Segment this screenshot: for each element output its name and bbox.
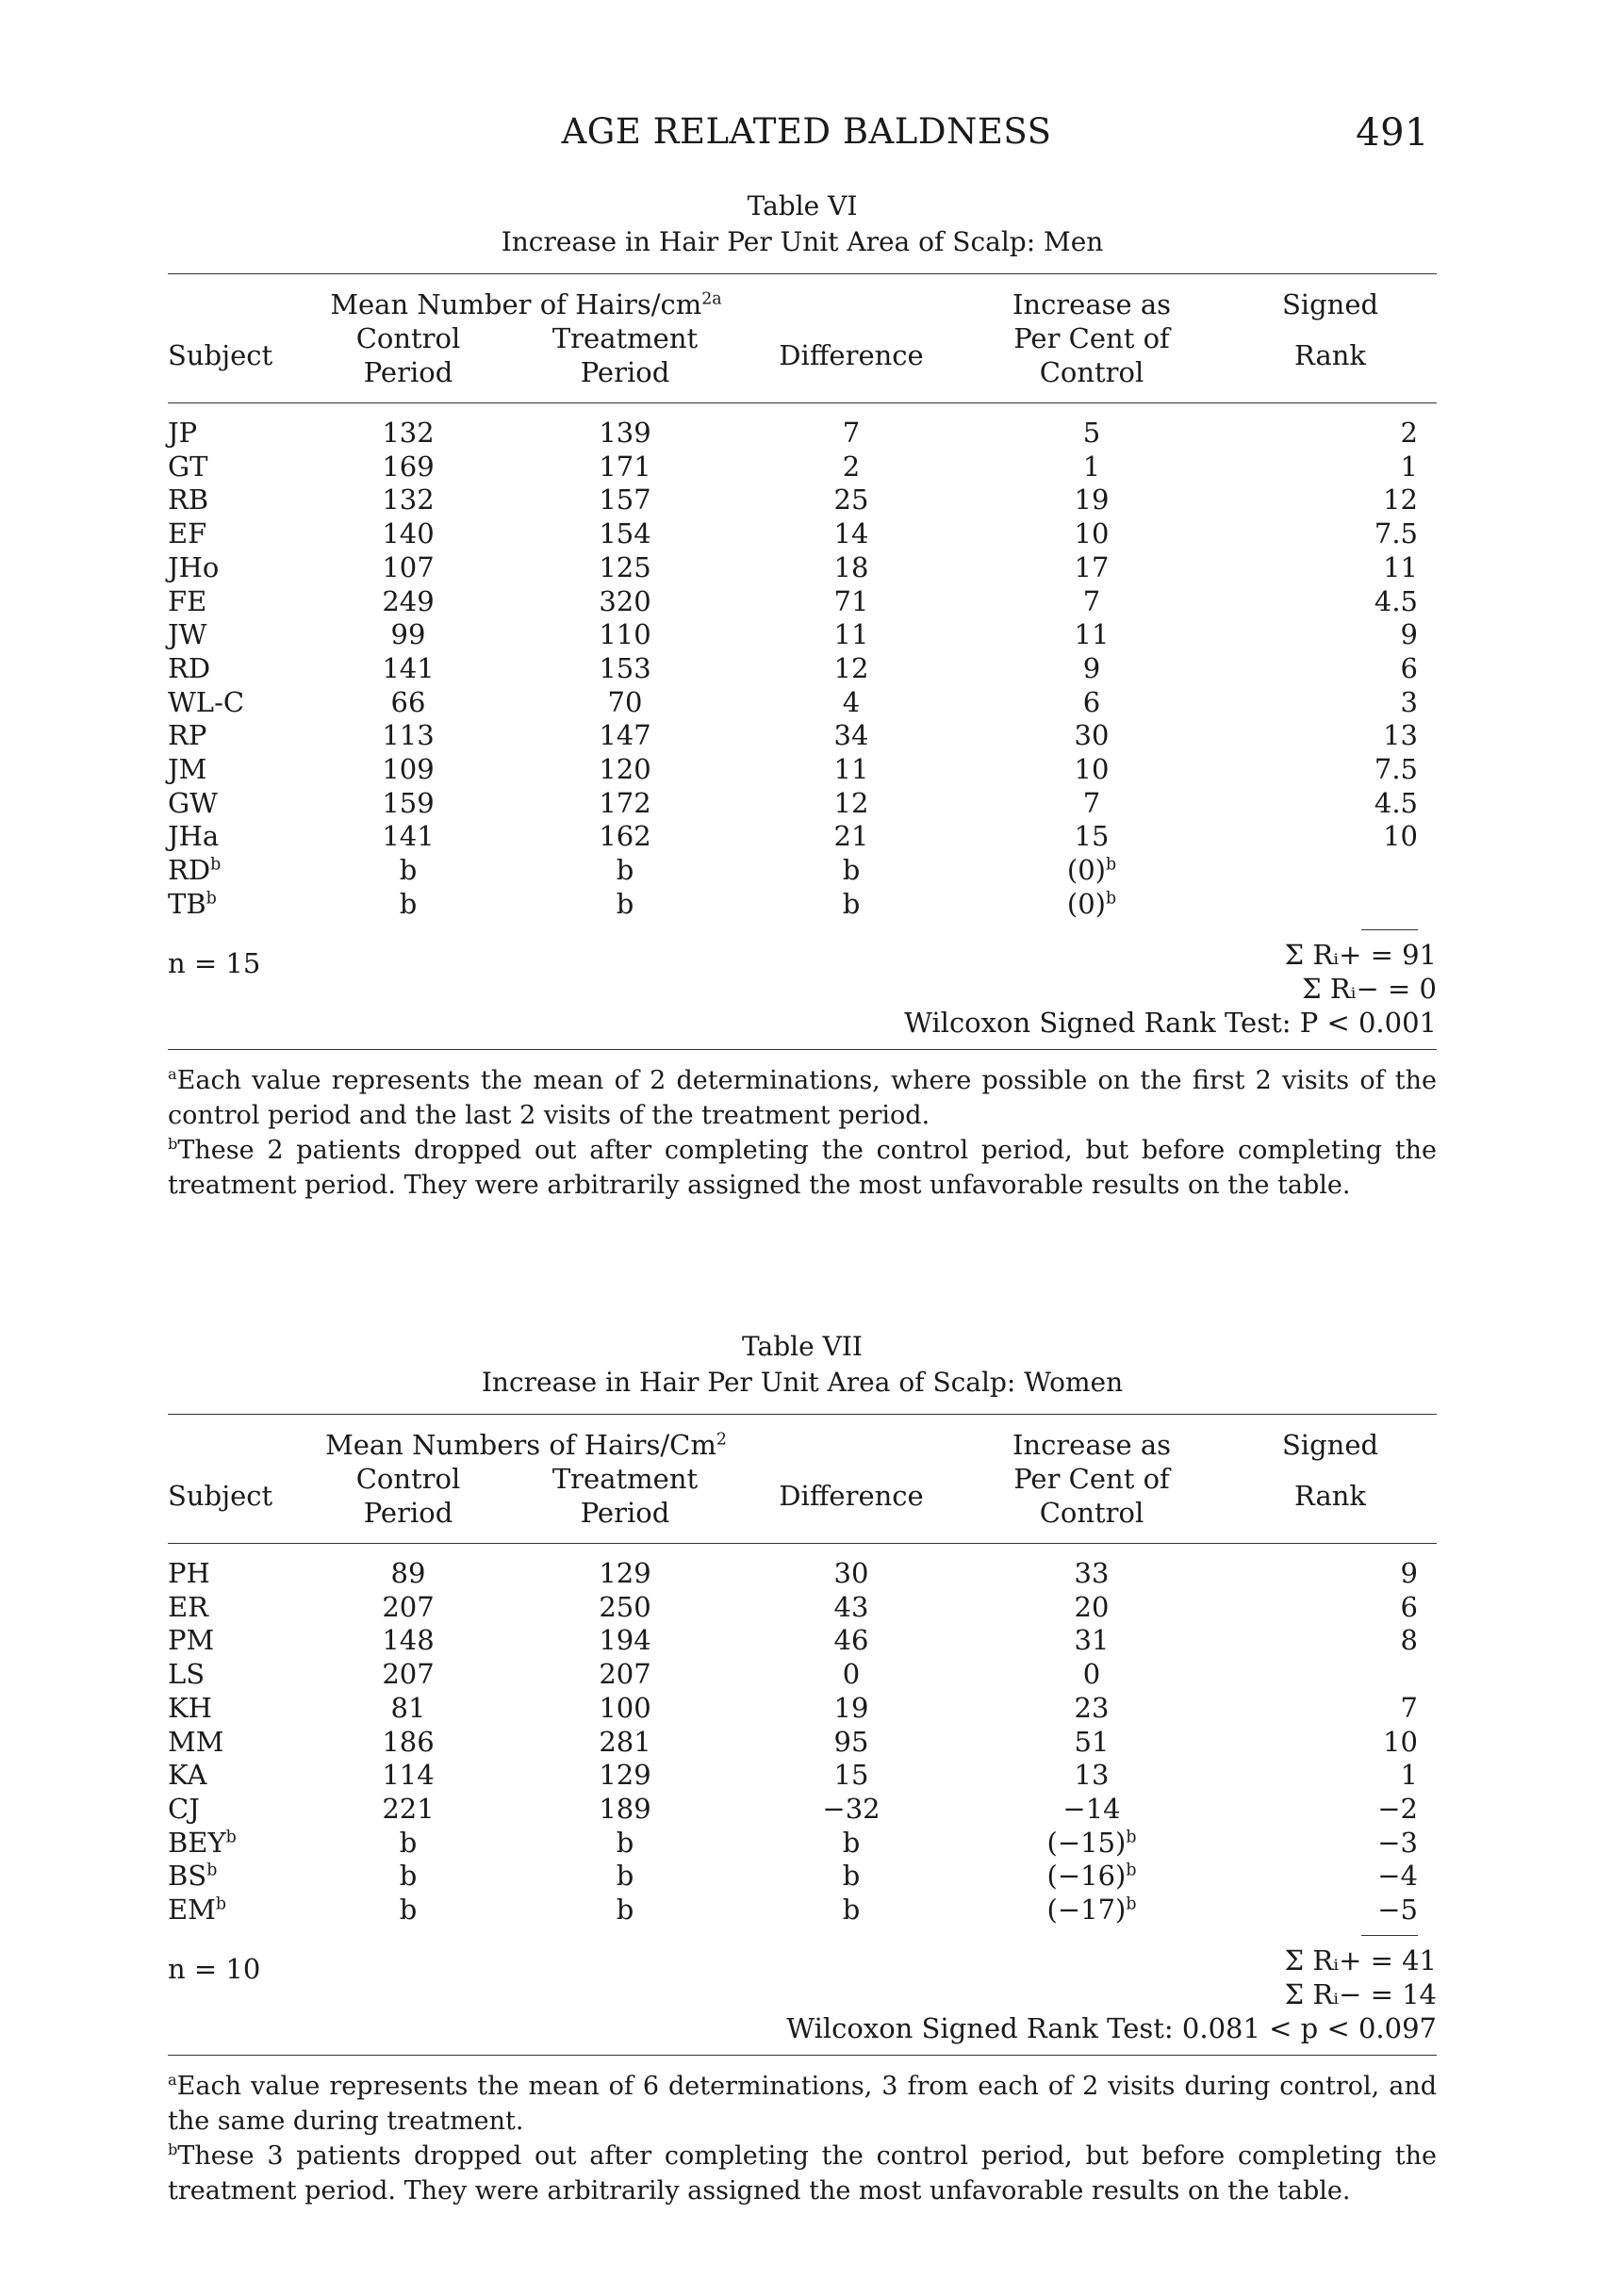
difference-cell: 25 — [833, 484, 869, 517]
increase-cell: 19 — [1074, 484, 1110, 517]
control-cell: 207 — [382, 1590, 435, 1623]
difference-cell: 21 — [833, 820, 869, 853]
subject-cell: RB — [168, 484, 209, 517]
treatment-cell: 281 — [599, 1725, 651, 1758]
subject-cell: $RD^b$ — [168, 854, 222, 887]
increase-cell: $(-16)^b$ — [1046, 1860, 1137, 1893]
table-row — [168, 820, 1437, 854]
table-vi-mean-group-header: Mean Number of Hairs/$cm^{2a}$ — [330, 288, 722, 320]
control-cell: 109 — [382, 753, 435, 786]
control-cell: 81 — [390, 1691, 426, 1724]
subject-cell: KH — [168, 1691, 212, 1724]
increase-cell: 17 — [1074, 550, 1110, 583]
subject-cell: $EM^b$ — [168, 1894, 227, 1927]
table-row — [168, 854, 1437, 888]
subject-cell: JHa — [168, 820, 220, 853]
table-row — [168, 618, 1437, 652]
difference-cell: 11 — [833, 618, 869, 651]
treatment-cell: 125 — [599, 550, 651, 583]
treatment-cell: 110 — [599, 618, 651, 651]
table-vi-increase-header-bottom: Per Cent of Control — [1013, 322, 1170, 388]
subject-cell: FE — [168, 584, 207, 617]
difference-cell: 46 — [833, 1624, 869, 1657]
control-cell: 99 — [390, 618, 426, 651]
control-cell: 140 — [382, 517, 435, 550]
increase-cell: 10 — [1074, 753, 1110, 786]
table-vi-title: Increase in Hair Per Unit Area of Scalp: Men — [501, 226, 1104, 257]
subject-cell: KA — [168, 1759, 207, 1792]
table-vii-signed-header-bottom: Rank — [1293, 1480, 1367, 1512]
table-vii-signed-header-top: Signed — [1281, 1429, 1379, 1461]
table-vi-signed-header-top: Signed — [1281, 288, 1379, 320]
increase-cell: $(-17)^b$ — [1046, 1894, 1137, 1927]
subject-cell: JM — [168, 753, 207, 786]
table-row — [168, 1591, 1437, 1625]
table-vi-sum-minus: Σ Rᵢ− = 0 — [1302, 972, 1437, 1005]
table-vii — [168, 1329, 1437, 2208]
difference-cell: b — [842, 854, 861, 887]
control-cell: 114 — [382, 1759, 435, 1792]
table-row — [168, 451, 1437, 484]
subject-cell: PM — [168, 1624, 215, 1657]
difference-cell: 14 — [833, 517, 869, 550]
rank-cell: 7.5 — [1374, 517, 1418, 550]
treatment-cell: 147 — [599, 719, 651, 752]
rank-cell: 7 — [1400, 1691, 1418, 1724]
rank-cell: 13 — [1383, 719, 1418, 752]
control-cell: 107 — [382, 550, 435, 583]
table-row — [168, 1793, 1437, 1827]
rank-cell: 1 — [1400, 1759, 1418, 1792]
rank-cell: 4.5 — [1374, 584, 1418, 617]
control-cell: 141 — [382, 651, 435, 684]
difference-cell: 11 — [833, 753, 869, 786]
subject-cell: $BS^b$ — [168, 1860, 218, 1893]
difference-cell: 12 — [833, 651, 869, 684]
subject-cell: $TB^b$ — [168, 887, 217, 920]
subject-cell: CJ — [168, 1792, 200, 1825]
table-vii-treatment-header: Treatment Period — [551, 1463, 699, 1529]
table-row — [168, 517, 1437, 551]
subject-cell: ER — [168, 1590, 209, 1623]
treatment-cell: 139 — [599, 417, 651, 449]
page-number: 491 — [1356, 111, 1429, 155]
difference-cell: 0 — [842, 1658, 861, 1691]
difference-cell: b — [842, 1826, 861, 1859]
treatment-cell: 129 — [599, 1557, 651, 1589]
rank-cell: 8 — [1400, 1624, 1418, 1657]
table-vi-control-header: Control Period — [355, 322, 461, 388]
rank-cell: 1 — [1400, 450, 1418, 483]
control-cell: 159 — [382, 786, 435, 819]
table-vi-signed-header-bottom: Rank — [1293, 339, 1367, 371]
difference-cell: 71 — [833, 584, 869, 617]
subject-cell: WL-C — [168, 685, 245, 718]
table-vii-control-header: Control Period — [355, 1463, 461, 1529]
table-vii-header-row-2 — [168, 1462, 1437, 1544]
increase-cell: 13 — [1074, 1759, 1110, 1792]
rank-cell: 10 — [1383, 1725, 1418, 1758]
increase-cell: $(0)^b$ — [1066, 887, 1117, 920]
treatment-cell: 172 — [599, 786, 651, 819]
rank-cell: −3 — [1377, 1826, 1418, 1859]
treatment-cell: 157 — [599, 484, 651, 517]
difference-cell: 19 — [833, 1691, 869, 1724]
increase-cell: 5 — [1082, 417, 1101, 449]
table-vii-increase-header-bottom: Per Cent of Control — [1013, 1463, 1170, 1529]
table-vi-label: Table VI — [747, 190, 858, 221]
increase-cell: 10 — [1074, 517, 1110, 550]
increase-cell: $(-15)^b$ — [1046, 1826, 1137, 1859]
control-cell: 186 — [382, 1725, 435, 1758]
running-title: AGE RELATED BALDNESS — [561, 111, 1052, 152]
treatment-cell: b — [616, 1894, 634, 1927]
difference-cell: 7 — [842, 417, 861, 449]
table-vi-test: Wilcoxon Signed Rank Test: P < 0.001 — [904, 1006, 1437, 1039]
control-cell: 221 — [382, 1792, 435, 1825]
table-vii-mean-group-header: Mean Numbers of Hairs/Cm$^2$ — [325, 1429, 727, 1461]
control-cell: 132 — [382, 484, 435, 517]
control-cell: b — [399, 1826, 418, 1859]
table-vii-sum-minus: Σ Rᵢ− = 14 — [1284, 1977, 1437, 2010]
rank-cell — [1224, 854, 1437, 888]
treatment-cell: 162 — [599, 820, 651, 853]
table-row — [168, 403, 1437, 451]
control-cell: 132 — [382, 417, 435, 449]
control-cell: b — [399, 1860, 418, 1893]
table-vii-sum-plus: Σ Rᵢ+ = 41 — [1284, 1943, 1437, 1976]
treatment-cell: 129 — [599, 1759, 651, 1792]
treatment-cell: 171 — [599, 450, 651, 483]
rank-cell: 10 — [1383, 820, 1418, 853]
treatment-cell: 120 — [599, 753, 651, 786]
subject-cell: JW — [168, 618, 207, 651]
control-cell: 249 — [382, 584, 435, 617]
difference-cell: 30 — [833, 1557, 869, 1589]
table-row — [168, 551, 1437, 585]
rank-cell: 3 — [1400, 685, 1418, 718]
table-row — [168, 719, 1437, 753]
treatment-cell: b — [616, 887, 634, 920]
rank-cell: 9 — [1400, 618, 1418, 651]
treatment-cell: 153 — [599, 651, 651, 684]
increase-cell: 9 — [1082, 651, 1101, 684]
rank-cell: 9 — [1400, 1557, 1418, 1589]
difference-cell: 4 — [842, 685, 861, 718]
table-row — [168, 1759, 1437, 1793]
subject-cell: EF — [168, 517, 207, 550]
treatment-cell: b — [616, 1826, 634, 1859]
subject-cell: LS — [168, 1658, 206, 1691]
increase-cell: 15 — [1074, 820, 1110, 853]
table-vii-increase-header-top: Increase as — [1012, 1429, 1172, 1461]
treatment-cell: 320 — [599, 584, 651, 617]
table-vii-header-row-1 — [168, 1415, 1437, 1462]
difference-cell: 15 — [833, 1759, 869, 1792]
control-cell: 89 — [390, 1557, 426, 1589]
difference-cell: 95 — [833, 1725, 869, 1758]
table-vi-footnote-b: $^b$These 2 patients dropped out after completing the control period, but before completing the treatment period. They were arbitrarily assigned the most unfavorable results on the table. — [168, 1134, 1437, 1200]
difference-cell: b — [842, 1894, 861, 1927]
control-cell: 113 — [382, 719, 435, 752]
increase-cell: 31 — [1074, 1624, 1110, 1657]
rank-cell — [1224, 1658, 1437, 1692]
difference-cell: −32 — [822, 1792, 881, 1825]
increase-cell: 33 — [1074, 1557, 1110, 1589]
table-row — [168, 652, 1437, 686]
table-row — [168, 753, 1437, 787]
table-row — [168, 787, 1437, 821]
table-vi-summary — [168, 929, 1437, 1040]
rank-cell — [1224, 888, 1437, 922]
control-cell: 148 — [382, 1624, 435, 1657]
difference-cell: 2 — [842, 450, 861, 483]
table-row — [168, 1624, 1437, 1658]
table-vii-summary — [168, 1935, 1437, 2045]
control-cell: b — [399, 854, 418, 887]
table-row — [168, 1692, 1437, 1726]
table-vi-footnote-a: $^a$Each value represents the mean of 2 determinations, where possible on the first 2 visits of the control period and the last 2 visits of the treatment period. — [168, 1064, 1437, 1130]
subject-cell: BEY$^b$ — [168, 1826, 237, 1859]
table-vii-footnotes — [168, 2069, 1437, 2208]
treatment-cell: 70 — [607, 685, 643, 718]
increase-cell: 23 — [1074, 1691, 1110, 1724]
control-cell: 141 — [382, 820, 435, 853]
control-cell: b — [399, 887, 418, 920]
table-row — [168, 585, 1437, 619]
subject-cell: JP — [168, 417, 198, 449]
table-vii-test: Wilcoxon Signed Rank Test: 0.081 < p < 0.097 — [786, 2011, 1437, 2044]
increase-cell: −14 — [1062, 1792, 1121, 1825]
table-row — [168, 888, 1437, 922]
treatment-cell: b — [616, 854, 634, 887]
increase-cell: 7 — [1082, 584, 1101, 617]
difference-cell: 18 — [833, 550, 869, 583]
table-vi-sum-plus: Σ Rᵢ+ = 91 — [1284, 938, 1437, 971]
treatment-cell: 100 — [599, 1691, 651, 1724]
increase-cell: 20 — [1074, 1590, 1110, 1623]
rank-cell: 6 — [1400, 651, 1418, 684]
increase-cell: 0 — [1082, 1658, 1101, 1691]
treatment-cell: 189 — [599, 1792, 651, 1825]
subject-cell: PH — [168, 1557, 210, 1589]
table-vii-label: Table VII — [742, 1331, 863, 1362]
treatment-cell: 194 — [599, 1624, 651, 1657]
table-row — [168, 686, 1437, 720]
increase-cell: 51 — [1074, 1725, 1110, 1758]
rank-cell: 2 — [1400, 417, 1418, 449]
subject-cell: JHo — [168, 550, 220, 583]
table-row — [168, 1544, 1437, 1591]
table-vi-header-row-1 — [168, 274, 1437, 321]
table-row — [168, 1827, 1437, 1861]
control-cell: 169 — [382, 450, 435, 483]
subject-cell: MM — [168, 1725, 224, 1758]
table-row — [168, 1726, 1437, 1760]
rank-cell: 7.5 — [1374, 753, 1418, 786]
table-vi-grid — [168, 273, 1437, 922]
table-vi-subject-header: Subject — [168, 339, 273, 371]
running-head — [0, 111, 1613, 158]
subject-cell: RP — [168, 719, 207, 752]
table-vi-difference-header: Difference — [779, 339, 924, 371]
table-vi-n-label: n = 15 — [168, 946, 261, 979]
control-cell: 66 — [390, 685, 426, 718]
increase-cell: $(0)^b$ — [1066, 854, 1117, 887]
table-row — [168, 1658, 1437, 1692]
rank-cell: −4 — [1377, 1860, 1418, 1893]
treatment-cell: b — [616, 1860, 634, 1893]
table-row — [168, 1860, 1437, 1894]
increase-cell: 6 — [1082, 685, 1101, 718]
difference-cell: b — [842, 1860, 861, 1893]
increase-cell: 7 — [1082, 786, 1101, 819]
treatment-cell: 154 — [599, 517, 651, 550]
rank-cell: 4.5 — [1374, 786, 1418, 819]
treatment-cell: 250 — [599, 1590, 651, 1623]
rank-cell: 12 — [1383, 484, 1418, 517]
table-vi-footnotes — [168, 1063, 1437, 1203]
table-vii-difference-header: Difference — [779, 1480, 924, 1512]
control-cell: 207 — [382, 1658, 435, 1691]
table-vii-footnote-a: $^a$Each value represents the mean of 6 determinations, 3 from each of 2 visits during control, and the same during treatment. — [168, 2070, 1437, 2136]
subject-cell: GW — [168, 786, 218, 819]
subject-cell: GT — [168, 450, 208, 483]
table-vii-title: Increase in Hair Per Unit Area of Scalp: Women — [481, 1367, 1124, 1398]
increase-cell: 30 — [1074, 719, 1110, 752]
table-vi-increase-header-top: Increase as — [1012, 288, 1172, 320]
rank-cell: −2 — [1377, 1792, 1418, 1825]
rank-cell: 11 — [1383, 550, 1418, 583]
rank-cell: 6 — [1400, 1590, 1418, 1623]
difference-cell: 34 — [833, 719, 869, 752]
table-vi-treatment-header: Treatment Period — [551, 322, 699, 388]
increase-cell: 1 — [1082, 450, 1101, 483]
increase-cell: 11 — [1074, 618, 1110, 651]
table-vii-grid — [168, 1414, 1437, 1927]
table-vii-subject-header: Subject — [168, 1480, 273, 1512]
table-vii-n-label: n = 10 — [168, 1952, 261, 1985]
table-vi-header-row-2 — [168, 321, 1437, 403]
table-vii-body — [168, 1544, 1437, 1927]
table-vi-caption — [168, 189, 1437, 260]
table-row — [168, 484, 1437, 517]
table-vi-body — [168, 403, 1437, 922]
table-vii-footnote-b: $^b$These 3 patients dropped out after completing the control period, but before completing the treatment period. They were arbitrarily assigned the most unfavorable results on the table. — [168, 2140, 1437, 2206]
treatment-cell: 207 — [599, 1658, 651, 1691]
table-vi — [168, 189, 1437, 1203]
subject-cell: RD — [168, 651, 211, 684]
difference-cell: b — [842, 887, 861, 920]
difference-cell: 43 — [833, 1590, 869, 1623]
table-vii-caption — [168, 1329, 1437, 1401]
control-cell: b — [399, 1894, 418, 1927]
difference-cell: 12 — [833, 786, 869, 819]
table-row — [168, 1894, 1437, 1927]
rank-cell: −5 — [1377, 1894, 1418, 1927]
